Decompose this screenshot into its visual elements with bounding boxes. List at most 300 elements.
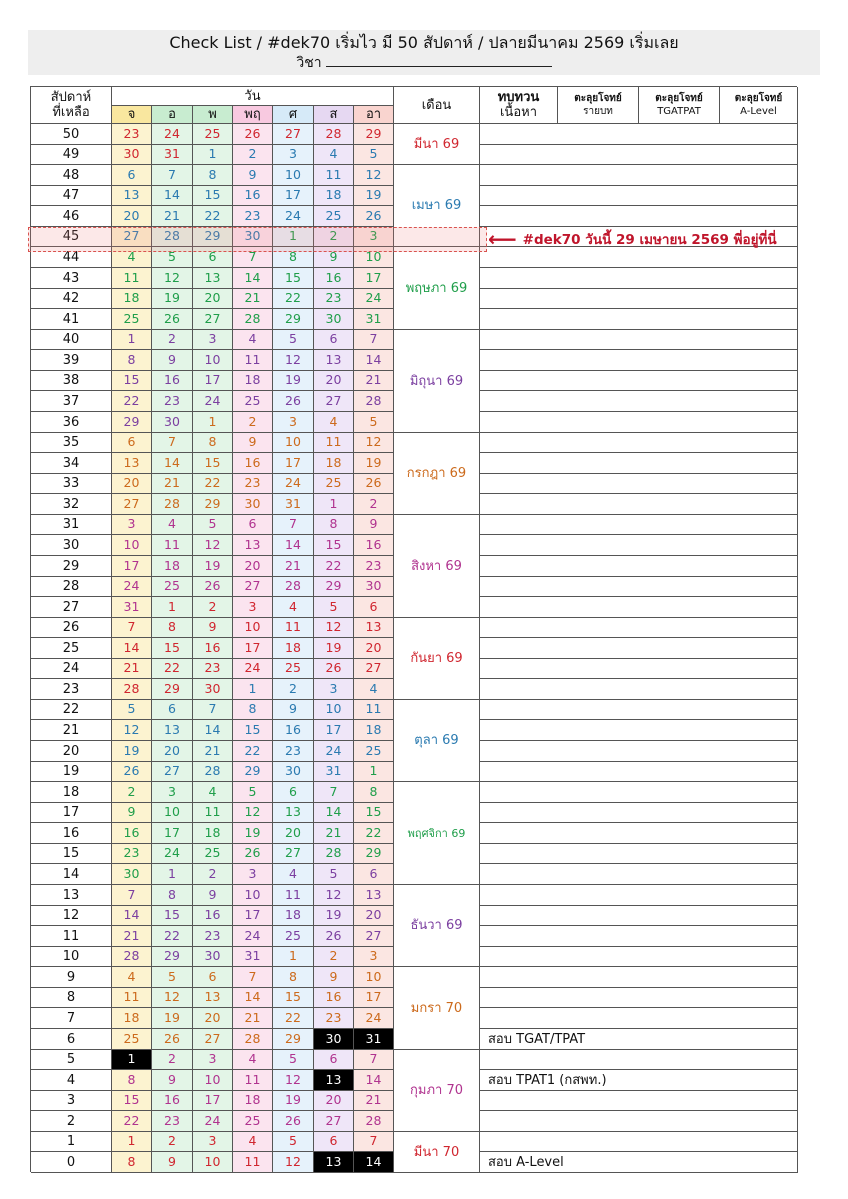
day-cell[interactable] — [112, 412, 152, 433]
day-cell[interactable] — [314, 391, 354, 412]
day-cell[interactable] — [152, 309, 193, 330]
day-cell[interactable] — [193, 145, 233, 165]
day-cell[interactable] — [354, 515, 394, 535]
day-cell[interactable] — [314, 967, 354, 988]
day-cell[interactable] — [354, 330, 394, 350]
day-cell[interactable] — [354, 618, 394, 638]
day-cell[interactable] — [273, 906, 314, 926]
day-cell[interactable] — [152, 124, 193, 145]
day-cell[interactable] — [233, 577, 273, 597]
day-cell[interactable] — [152, 577, 193, 597]
day-cell[interactable] — [152, 864, 193, 885]
checklist-row[interactable] — [480, 268, 798, 289]
day-cell[interactable] — [193, 659, 233, 679]
day-cell[interactable] — [112, 618, 152, 638]
day-cell[interactable] — [233, 597, 273, 618]
day-cell[interactable] — [233, 145, 273, 165]
checklist-row[interactable] — [480, 906, 798, 926]
day-cell[interactable] — [354, 165, 394, 186]
day-cell[interactable] — [193, 823, 233, 844]
day-cell[interactable] — [152, 206, 193, 227]
day-cell[interactable] — [314, 762, 354, 782]
day-cell[interactable] — [112, 1008, 152, 1029]
day-cell[interactable] — [233, 782, 273, 803]
day-cell[interactable] — [273, 371, 314, 391]
day-cell[interactable] — [354, 720, 394, 741]
day-cell[interactable] — [112, 823, 152, 844]
day-cell[interactable] — [354, 268, 394, 289]
day-cell[interactable] — [273, 782, 314, 803]
checklist-row[interactable] — [480, 1091, 798, 1111]
day-cell[interactable] — [152, 474, 193, 494]
day-cell[interactable] — [273, 720, 314, 741]
day-cell[interactable] — [233, 659, 273, 679]
day-cell[interactable] — [112, 1111, 152, 1132]
day-cell[interactable] — [233, 618, 273, 638]
day-cell[interactable] — [193, 577, 233, 597]
checklist-row[interactable] — [480, 391, 798, 412]
checklist-row[interactable] — [480, 247, 798, 268]
day-cell[interactable] — [193, 1132, 233, 1152]
day-cell[interactable] — [193, 371, 233, 391]
day-cell[interactable] — [152, 1152, 193, 1173]
day-cell[interactable] — [193, 1152, 233, 1173]
day-cell[interactable] — [112, 186, 152, 206]
day-cell[interactable] — [193, 741, 233, 762]
day-cell[interactable] — [273, 433, 314, 453]
day-cell[interactable] — [112, 309, 152, 330]
checklist-row[interactable] — [480, 782, 798, 803]
day-cell[interactable] — [193, 762, 233, 782]
day-cell[interactable] — [152, 289, 193, 309]
day-cell[interactable] — [112, 638, 152, 659]
day-cell[interactable] — [233, 700, 273, 720]
day-cell[interactable] — [193, 124, 233, 145]
day-cell[interactable] — [233, 1091, 273, 1111]
day-cell[interactable] — [314, 474, 354, 494]
checklist-row[interactable] — [480, 720, 798, 741]
day-cell[interactable] — [354, 864, 394, 885]
day-cell[interactable] — [193, 474, 233, 494]
day-cell[interactable] — [152, 350, 193, 371]
day-cell[interactable] — [112, 350, 152, 371]
day-cell[interactable] — [193, 906, 233, 926]
checklist-row[interactable] — [480, 659, 798, 679]
checklist-row[interactable] — [480, 186, 798, 206]
day-cell[interactable] — [152, 762, 193, 782]
day-cell[interactable] — [152, 433, 193, 453]
day-cell[interactable] — [193, 638, 233, 659]
day-cell[interactable] — [152, 906, 193, 926]
day-cell[interactable] — [193, 535, 233, 556]
checklist-row[interactable] — [480, 1070, 798, 1091]
day-cell[interactable] — [193, 720, 233, 741]
day-cell[interactable] — [112, 720, 152, 741]
day-cell[interactable] — [112, 782, 152, 803]
day-cell[interactable] — [354, 494, 394, 515]
day-cell[interactable] — [112, 864, 152, 885]
day-cell[interactable] — [112, 967, 152, 988]
day-cell[interactable] — [314, 782, 354, 803]
day-cell[interactable] — [314, 309, 354, 330]
day-cell[interactable] — [112, 947, 152, 967]
checklist-row[interactable] — [480, 1050, 798, 1070]
day-cell[interactable] — [152, 1111, 193, 1132]
day-cell[interactable] — [314, 1111, 354, 1132]
day-cell[interactable] — [152, 885, 193, 906]
day-cell[interactable] — [354, 782, 394, 803]
day-cell[interactable] — [112, 844, 152, 864]
day-cell[interactable] — [354, 988, 394, 1008]
day-cell[interactable] — [193, 803, 233, 823]
checklist-row[interactable] — [480, 556, 798, 577]
day-cell[interactable] — [112, 474, 152, 494]
day-cell[interactable] — [233, 165, 273, 186]
day-cell[interactable] — [273, 453, 314, 474]
checklist-row[interactable] — [480, 412, 798, 433]
checklist-row[interactable] — [480, 926, 798, 947]
day-cell[interactable] — [152, 165, 193, 186]
day-cell[interactable] — [233, 433, 273, 453]
day-cell[interactable] — [314, 186, 354, 206]
day-cell[interactable] — [193, 433, 233, 453]
day-cell[interactable] — [273, 885, 314, 906]
day-cell[interactable] — [152, 391, 193, 412]
day-cell[interactable] — [354, 556, 394, 577]
day-cell[interactable] — [152, 947, 193, 967]
day-cell[interactable] — [152, 638, 193, 659]
day-cell[interactable] — [233, 762, 273, 782]
day-cell[interactable] — [152, 844, 193, 864]
day-cell[interactable] — [314, 720, 354, 741]
day-cell[interactable] — [112, 330, 152, 350]
day-cell[interactable] — [152, 741, 193, 762]
day-cell[interactable] — [273, 577, 314, 597]
day-cell[interactable] — [314, 165, 354, 186]
day-cell[interactable] — [314, 1070, 354, 1091]
day-cell[interactable] — [354, 844, 394, 864]
day-cell[interactable] — [152, 1132, 193, 1152]
day-cell[interactable] — [233, 679, 273, 700]
day-cell[interactable] — [233, 1050, 273, 1070]
checklist-row[interactable] — [480, 803, 798, 823]
day-cell[interactable] — [233, 453, 273, 474]
day-cell[interactable] — [112, 494, 152, 515]
day-cell[interactable] — [193, 556, 233, 577]
day-cell[interactable] — [314, 844, 354, 864]
day-cell[interactable] — [354, 906, 394, 926]
day-cell[interactable] — [354, 289, 394, 309]
day-cell[interactable] — [233, 864, 273, 885]
checklist-row[interactable] — [480, 453, 798, 474]
day-cell[interactable] — [273, 330, 314, 350]
day-cell[interactable] — [314, 659, 354, 679]
day-cell[interactable] — [354, 947, 394, 967]
day-cell[interactable] — [193, 206, 233, 227]
day-cell[interactable] — [273, 494, 314, 515]
day-cell[interactable] — [152, 412, 193, 433]
day-cell[interactable] — [314, 700, 354, 720]
day-cell[interactable] — [152, 679, 193, 700]
day-cell[interactable] — [314, 433, 354, 453]
day-cell[interactable] — [273, 967, 314, 988]
day-cell[interactable] — [193, 967, 233, 988]
day-cell[interactable] — [233, 391, 273, 412]
checklist-row[interactable] — [480, 844, 798, 864]
day-cell[interactable] — [152, 659, 193, 679]
day-cell[interactable] — [273, 124, 314, 145]
checklist-row[interactable] — [480, 330, 798, 350]
checklist-row[interactable] — [480, 618, 798, 638]
day-cell[interactable] — [314, 906, 354, 926]
checklist-row[interactable] — [480, 967, 798, 988]
day-cell[interactable] — [233, 371, 273, 391]
day-cell[interactable] — [193, 289, 233, 309]
day-cell[interactable] — [193, 494, 233, 515]
day-cell[interactable] — [273, 803, 314, 823]
day-cell[interactable] — [233, 741, 273, 762]
day-cell[interactable] — [152, 597, 193, 618]
day-cell[interactable] — [273, 1008, 314, 1029]
checklist-row[interactable] — [480, 885, 798, 906]
checklist-row[interactable] — [480, 289, 798, 309]
checklist-row[interactable] — [480, 494, 798, 515]
day-cell[interactable] — [273, 309, 314, 330]
day-cell[interactable] — [273, 638, 314, 659]
day-cell[interactable] — [233, 330, 273, 350]
day-cell[interactable] — [314, 679, 354, 700]
day-cell[interactable] — [112, 577, 152, 597]
day-cell[interactable] — [273, 1152, 314, 1173]
day-cell[interactable] — [112, 597, 152, 618]
day-cell[interactable] — [273, 186, 314, 206]
day-cell[interactable] — [273, 268, 314, 289]
checklist-row[interactable] — [480, 947, 798, 967]
day-cell[interactable] — [233, 515, 273, 535]
day-cell[interactable] — [273, 1091, 314, 1111]
day-cell[interactable] — [233, 1008, 273, 1029]
day-cell[interactable] — [314, 577, 354, 597]
day-cell[interactable] — [233, 1111, 273, 1132]
day-cell[interactable] — [112, 535, 152, 556]
day-cell[interactable] — [193, 186, 233, 206]
day-cell[interactable] — [193, 844, 233, 864]
day-cell[interactable] — [152, 515, 193, 535]
checklist-row[interactable] — [480, 1152, 798, 1173]
day-cell[interactable] — [233, 720, 273, 741]
day-cell[interactable] — [112, 124, 152, 145]
day-cell[interactable] — [314, 741, 354, 762]
day-cell[interactable] — [354, 1029, 394, 1050]
checklist-row[interactable] — [480, 309, 798, 330]
day-cell[interactable] — [273, 988, 314, 1008]
day-cell[interactable] — [273, 289, 314, 309]
day-cell[interactable] — [314, 823, 354, 844]
checklist-row[interactable] — [480, 124, 798, 145]
day-cell[interactable] — [314, 597, 354, 618]
checklist-row[interactable] — [480, 165, 798, 186]
day-cell[interactable] — [314, 371, 354, 391]
day-cell[interactable] — [354, 206, 394, 227]
day-cell[interactable] — [354, 1070, 394, 1091]
day-cell[interactable] — [233, 124, 273, 145]
day-cell[interactable] — [314, 1008, 354, 1029]
day-cell[interactable] — [233, 1152, 273, 1173]
day-cell[interactable] — [152, 1050, 193, 1070]
day-cell[interactable] — [273, 1029, 314, 1050]
day-cell[interactable] — [152, 700, 193, 720]
day-cell[interactable] — [112, 371, 152, 391]
day-cell[interactable] — [112, 391, 152, 412]
day-cell[interactable] — [193, 1029, 233, 1050]
day-cell[interactable] — [273, 659, 314, 679]
day-cell[interactable] — [273, 618, 314, 638]
day-cell[interactable] — [193, 1111, 233, 1132]
day-cell[interactable] — [314, 638, 354, 659]
day-cell[interactable] — [354, 638, 394, 659]
day-cell[interactable] — [152, 782, 193, 803]
checklist-row[interactable] — [480, 762, 798, 782]
day-cell[interactable] — [273, 165, 314, 186]
day-cell[interactable] — [112, 515, 152, 535]
checklist-row[interactable] — [480, 679, 798, 700]
checklist-row[interactable] — [480, 1132, 798, 1152]
day-cell[interactable] — [354, 186, 394, 206]
day-cell[interactable] — [273, 145, 314, 165]
day-cell[interactable] — [112, 679, 152, 700]
day-cell[interactable] — [273, 350, 314, 371]
day-cell[interactable] — [233, 947, 273, 967]
day-cell[interactable] — [193, 350, 233, 371]
day-cell[interactable] — [314, 1152, 354, 1173]
day-cell[interactable] — [273, 762, 314, 782]
day-cell[interactable] — [112, 556, 152, 577]
day-cell[interactable] — [233, 350, 273, 371]
day-cell[interactable] — [273, 947, 314, 967]
day-cell[interactable] — [112, 1152, 152, 1173]
checklist-row[interactable] — [480, 988, 798, 1008]
checklist-row[interactable] — [480, 1008, 798, 1029]
day-cell[interactable] — [152, 926, 193, 947]
day-cell[interactable] — [314, 926, 354, 947]
day-cell[interactable] — [314, 412, 354, 433]
day-cell[interactable] — [112, 885, 152, 906]
day-cell[interactable] — [152, 988, 193, 1008]
day-cell[interactable] — [273, 515, 314, 535]
day-cell[interactable] — [112, 268, 152, 289]
day-cell[interactable] — [314, 988, 354, 1008]
day-cell[interactable] — [193, 1050, 233, 1070]
day-cell[interactable] — [233, 535, 273, 556]
day-cell[interactable] — [193, 782, 233, 803]
day-cell[interactable] — [112, 433, 152, 453]
day-cell[interactable] — [152, 453, 193, 474]
day-cell[interactable] — [314, 556, 354, 577]
day-cell[interactable] — [233, 967, 273, 988]
checklist-row[interactable] — [480, 577, 798, 597]
day-cell[interactable] — [233, 885, 273, 906]
day-cell[interactable] — [152, 720, 193, 741]
day-cell[interactable] — [233, 906, 273, 926]
day-cell[interactable] — [233, 844, 273, 864]
day-cell[interactable] — [233, 823, 273, 844]
day-cell[interactable] — [273, 864, 314, 885]
checklist-row[interactable] — [480, 515, 798, 535]
day-cell[interactable] — [354, 124, 394, 145]
day-cell[interactable] — [233, 1132, 273, 1152]
day-cell[interactable] — [354, 371, 394, 391]
day-cell[interactable] — [233, 803, 273, 823]
checklist-row[interactable] — [480, 371, 798, 391]
day-cell[interactable] — [354, 1008, 394, 1029]
day-cell[interactable] — [273, 535, 314, 556]
day-cell[interactable] — [354, 700, 394, 720]
day-cell[interactable] — [354, 145, 394, 165]
day-cell[interactable] — [273, 206, 314, 227]
day-cell[interactable] — [112, 289, 152, 309]
day-cell[interactable] — [314, 453, 354, 474]
checklist-row[interactable] — [480, 1029, 798, 1050]
day-cell[interactable] — [314, 206, 354, 227]
day-cell[interactable] — [152, 618, 193, 638]
day-cell[interactable] — [273, 844, 314, 864]
checklist-row[interactable] — [480, 597, 798, 618]
day-cell[interactable] — [152, 803, 193, 823]
day-cell[interactable] — [314, 289, 354, 309]
day-cell[interactable] — [354, 1152, 394, 1173]
day-cell[interactable] — [152, 371, 193, 391]
day-cell[interactable] — [354, 885, 394, 906]
day-cell[interactable] — [314, 494, 354, 515]
day-cell[interactable] — [193, 1070, 233, 1091]
day-cell[interactable] — [354, 391, 394, 412]
day-cell[interactable] — [233, 1029, 273, 1050]
day-cell[interactable] — [193, 679, 233, 700]
day-cell[interactable] — [193, 412, 233, 433]
day-cell[interactable] — [314, 947, 354, 967]
day-cell[interactable] — [354, 474, 394, 494]
day-cell[interactable] — [354, 453, 394, 474]
day-cell[interactable] — [193, 165, 233, 186]
day-cell[interactable] — [152, 556, 193, 577]
checklist-row[interactable] — [480, 741, 798, 762]
day-cell[interactable] — [193, 947, 233, 967]
checklist-row[interactable] — [480, 864, 798, 885]
day-cell[interactable] — [314, 1091, 354, 1111]
day-cell[interactable] — [152, 1029, 193, 1050]
day-cell[interactable] — [233, 474, 273, 494]
checklist-row[interactable] — [480, 206, 798, 227]
day-cell[interactable] — [314, 618, 354, 638]
day-cell[interactable] — [354, 762, 394, 782]
day-cell[interactable] — [193, 885, 233, 906]
day-cell[interactable] — [273, 1070, 314, 1091]
day-cell[interactable] — [112, 1050, 152, 1070]
day-cell[interactable] — [354, 433, 394, 453]
day-cell[interactable] — [233, 926, 273, 947]
day-cell[interactable] — [233, 638, 273, 659]
day-cell[interactable] — [112, 803, 152, 823]
day-cell[interactable] — [152, 823, 193, 844]
day-cell[interactable] — [233, 556, 273, 577]
day-cell[interactable] — [354, 1050, 394, 1070]
day-cell[interactable] — [112, 926, 152, 947]
day-cell[interactable] — [273, 1111, 314, 1132]
day-cell[interactable] — [354, 823, 394, 844]
day-cell[interactable] — [193, 330, 233, 350]
day-cell[interactable] — [354, 412, 394, 433]
day-cell[interactable] — [112, 659, 152, 679]
